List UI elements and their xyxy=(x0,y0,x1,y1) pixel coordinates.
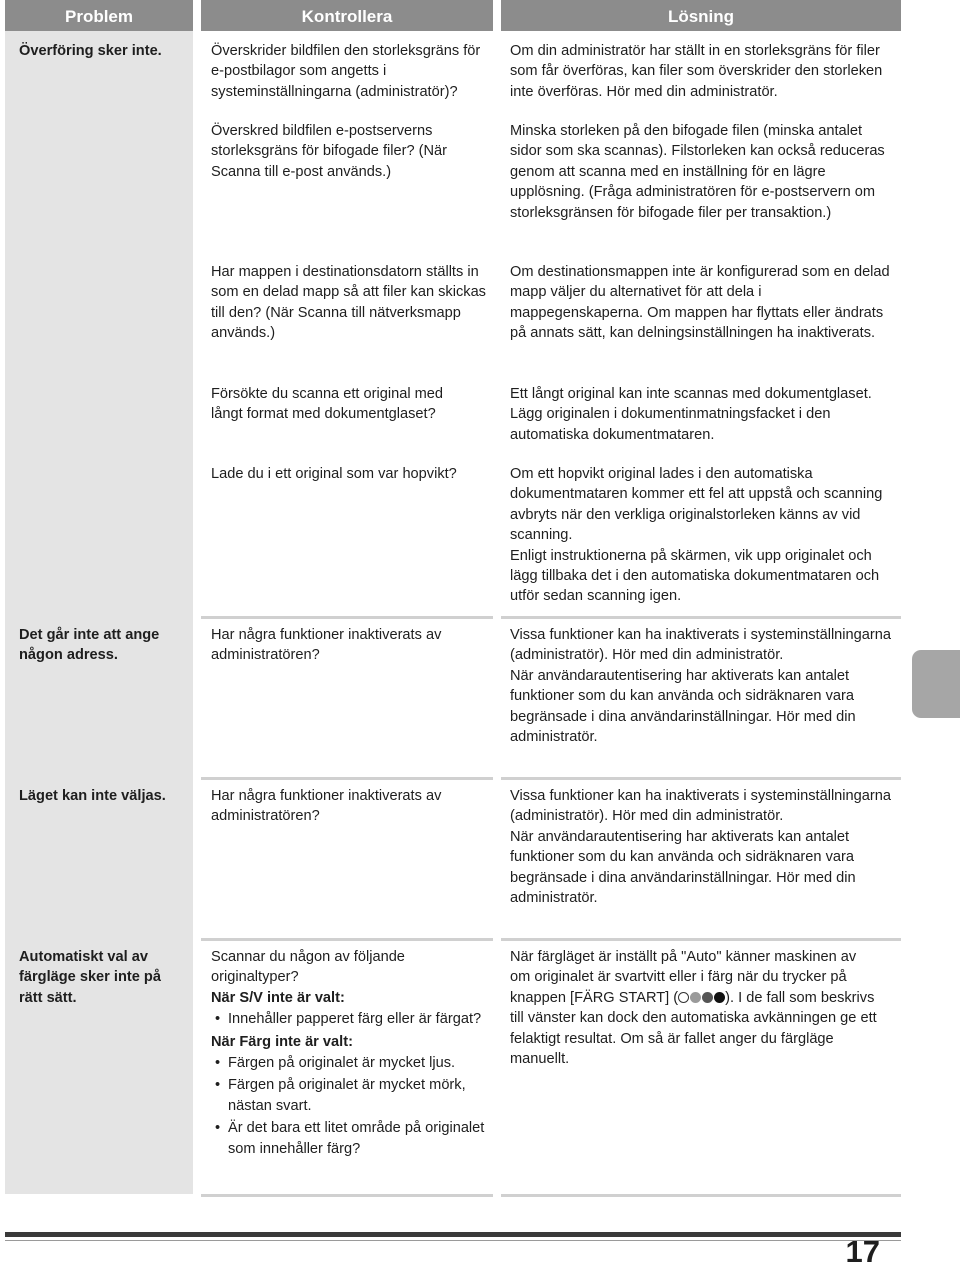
list-item: • Färgen på originalet är mycket ljus. xyxy=(211,1053,497,1073)
solution-functions-disabled xyxy=(510,625,895,747)
page-number: 17 xyxy=(845,1234,880,1269)
solution-folded-original xyxy=(510,464,895,607)
solution-text-after: ). I de fall som beskrivs till vänster kan dock den automatiska avkänningen ge ett felaktigt resultat. Om så är fallet anger du färgläge manuellt. xyxy=(510,989,877,1068)
solution-shared-folder: Om destinationsmappen inte är konfigurerad som en delad mapp väljer du alternativet för att dela i mappegenskaperna. Om mappen har flyttats eller ändrats på annats sätt, kan delningsinställningen ha inaktiverats. xyxy=(510,264,890,342)
chapter-tab xyxy=(912,650,960,718)
solution-text-auth: När användarautentisering har aktiverats kan antalet funktioner som du kan använda och sidräknaren vara begränsade i dina användarinställningar. Hör med din administratör. xyxy=(510,667,856,746)
check-attachment-limit: Överskrider bildfilen den storleksgräns för e-postbilagor som angetts i systeminställningarna (administratör)? xyxy=(211,43,481,100)
row-separator xyxy=(201,1194,493,1197)
color-heading: När Färg inte är valt: xyxy=(211,1033,353,1050)
solution-long-original: Ett långt original kan inte scannas med dokumentglaset. Lägg originalen i dokumentinmatningsfacket i den automatiska dokumentmataren. xyxy=(510,386,872,443)
bw-heading: När S/V inte är valt: xyxy=(211,989,345,1006)
problem-transfer: Överföring sker inte. xyxy=(19,43,162,59)
solution-text: Vissa funktioner kan ha inaktiverats i systeminställningarna (administratör). Hör med din administratör. xyxy=(510,627,891,664)
check-folded-original: Lade du i ett original som var hopvikt? xyxy=(211,466,457,482)
row-separator xyxy=(501,938,901,941)
row-separator xyxy=(501,616,901,619)
header-check: Kontrollera xyxy=(201,0,493,31)
solution-text-auth: När användarautentisering har aktiverats kan antalet funktioner som du kan använda och sidräknaren vara begränsade i dina användarinställningar. Hör med din administratör. xyxy=(510,828,856,907)
solution-auto-color xyxy=(510,947,880,1069)
footer-rule-thin xyxy=(5,1240,901,1241)
check-intro: Scannar du någon av följande originaltyper? xyxy=(211,949,405,986)
list-item: • Färgen på originalet är mycket mörk, nästan svart. xyxy=(211,1075,497,1116)
solution-folded-instructions: Enligt instruktionerna på skärmen, vik upp originalet och lägg tillbaka det i den automatiska dokumentmataren och utför sedan scanning igen. xyxy=(510,547,880,605)
solution-attachment-limit: Om din administratör har ställt in en storleksgräns för filer som får överföras, kan filer som överskrider den storleken inte överföras. Hör med din administratör. xyxy=(510,43,883,100)
row-separator xyxy=(501,1194,901,1197)
check-long-original: Försökte du scanna ett original med långt format med dokumentglaset? xyxy=(211,386,444,423)
check-server-limit: Överskred bildfilen e-postserverns storleksgräns för bifogade filer? (När Scanna till e-post används.) xyxy=(211,123,448,180)
row-separator xyxy=(501,777,901,780)
check-original-types xyxy=(211,947,497,1161)
check-shared-folder: Har mappen i destinationsdatorn ställts in som en delad mapp så att filer kan skickas till den? (När Scanna till nätverksmapp används.) xyxy=(211,264,486,342)
footer-rule xyxy=(5,1232,901,1237)
list-item: • Innehåller papperet färg eller är färgat? xyxy=(211,1009,497,1029)
problem-column xyxy=(5,31,193,1194)
solution-folded-text: Om ett hopvikt original lades i den automatiska dokumentmataren kommer ett fel att uppstå och scanning avbryts när den verkliga originalstorleken känns av vid scanning. xyxy=(510,466,883,544)
problem-mode: Läget kan inte väljas. xyxy=(19,788,166,804)
row-separator xyxy=(201,938,493,941)
problem-auto-color: Automatiskt val av färgläge sker inte på rätt sätt. xyxy=(19,949,161,1006)
row-separator xyxy=(201,777,493,780)
header-solution: Lösning xyxy=(501,0,901,31)
bw-list xyxy=(211,1009,497,1029)
header-problem: Problem xyxy=(5,0,193,31)
solution-functions-disabled-mode xyxy=(510,786,895,908)
color-start-key-icon xyxy=(678,992,725,1003)
problem-address: Det går inte att ange någon adress. xyxy=(19,627,160,664)
list-item: • Är det bara ett litet område på originalet som innehåller färg? xyxy=(211,1118,497,1159)
solution-text-before: När färgläget är inställt på "Auto" känner maskinen av om originalet är svartvitt eller i färg när du trycker på knappen [FÄRG START] ( xyxy=(510,949,857,1006)
color-list xyxy=(211,1053,497,1159)
row-separator xyxy=(201,616,493,619)
check-functions-disabled: Har några funktioner inaktiverats av administratören? xyxy=(211,627,442,664)
solution-server-limit: Minska storleken på den bifogade filen (minska antalet sidor som ska scannas). Filstorleken kan också reduceras genom att scanna med en inställning för en lägre upplösning. (Fråga administratören för e-postservern om storleksgränsen för bifogade filer per transaktion.) xyxy=(510,123,885,221)
solution-text: Vissa funktioner kan ha inaktiverats i systeminställningarna (administratör). Hör med din administratör. xyxy=(510,788,891,825)
check-functions-disabled-mode: Har några funktioner inaktiverats av administratören? xyxy=(211,788,442,825)
